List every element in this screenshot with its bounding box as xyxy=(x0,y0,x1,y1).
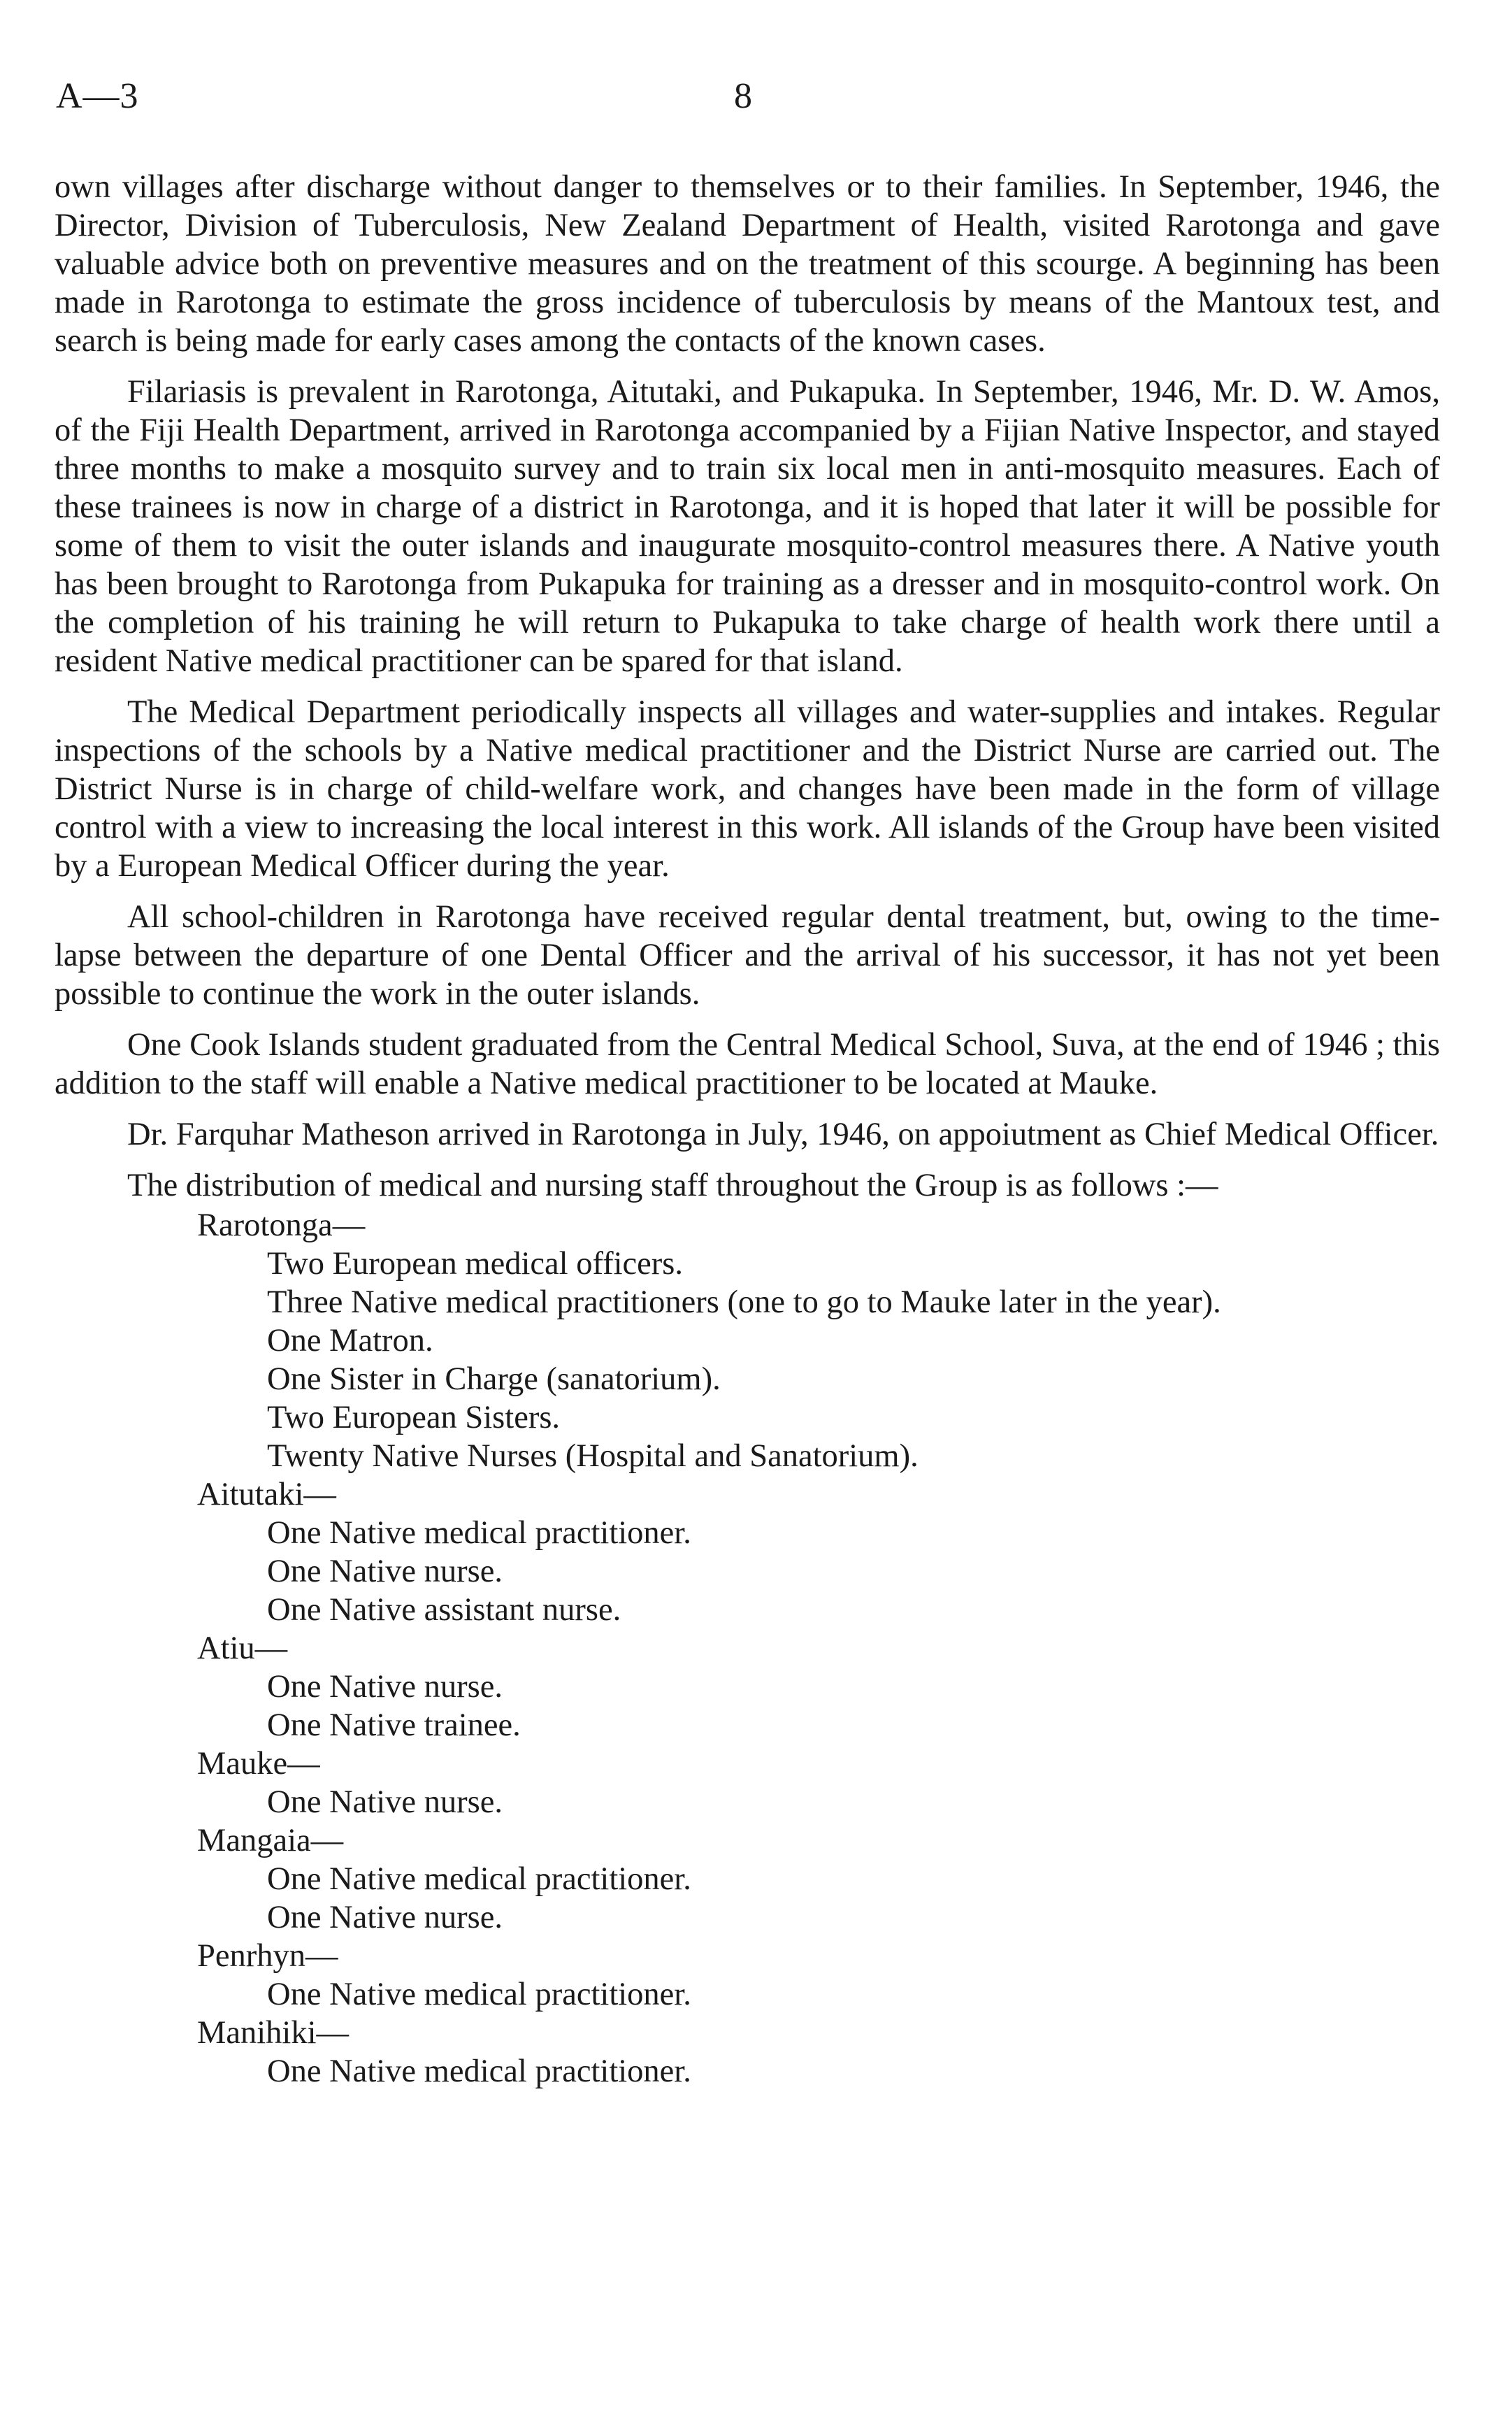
staff-distribution-list xyxy=(55,1206,1440,2091)
staff-item: One Native nurse. xyxy=(267,1900,503,1935)
staff-item: One Native assistant nurse. xyxy=(267,1592,621,1628)
staff-item: One Sister in Charge (sanatorium). xyxy=(267,1361,721,1397)
staff-item: One Native medical practitioner. xyxy=(267,1861,691,1897)
location-heading: Rarotonga— xyxy=(197,1208,366,1243)
location-heading: Aitutaki— xyxy=(197,1477,336,1512)
location-heading: Manihiki— xyxy=(197,2015,349,2051)
staff-item: Two European Sisters. xyxy=(267,1400,561,1435)
staff-item: One Native nurse. xyxy=(267,1554,503,1589)
staff-item: One Native nurse. xyxy=(267,1669,503,1705)
staff-item: One Native medical practitioner. xyxy=(267,2054,691,2089)
location-heading: Mauke— xyxy=(197,1746,320,1782)
staff-item: One Native nurse. xyxy=(267,1784,503,1820)
document-code: A—3 xyxy=(56,76,139,116)
staff-item: Three Native medical practitioners (one to go to Mauke later in the year). xyxy=(267,1284,1221,1320)
location-heading: Mangaia— xyxy=(197,1823,344,1858)
body-text xyxy=(55,168,1440,2091)
staff-item: One Native trainee. xyxy=(267,1707,521,1743)
staff-item: One Matron. xyxy=(267,1323,433,1359)
paragraph-graduate: One Cook Islands student graduated from the Central Medical School, Suva, at the end of 1946 ; this addition to the staff will enable a Native medical practitioner to be located at Mauke. xyxy=(55,1027,1440,1101)
staff-item: One Native medical practitioner. xyxy=(267,1515,691,1551)
paragraph-appointment: Dr. Farquhar Matheson arrived in Rarotonga in July, 1946, on appoiutment as Chief Medical Officer. xyxy=(127,1117,1439,1152)
paragraph-tuberculosis: own villages after discharge without danger to themselves or to their families. In September, 1946, the Director, Division of Tuberculosis, New Zealand Department of Health, visited Rarotonga and gave valuable advice both on preventive measures and on the treatment of this scourge. A beginning has been made in Rarotonga to estimate the gross incidence of tuberculosis by means of the Mantoux test, and search is being made for early cases among the contacts of the known cases. xyxy=(55,169,1440,359)
paragraph-inspections: The Medical Department periodically inspects all villages and water-supplies and intakes. Regular inspections of the schools by a Native medical practitioner and the District Nurse are carried out. The District Nurse is in charge of child-welfare work, and changes have been made in the form of village control with a view to increasing the local interest in this work. All islands of the Group have been visited by a European Medical Officer during the year. xyxy=(55,694,1440,884)
location-heading: Penrhyn— xyxy=(197,1938,338,1974)
distribution-intro: The distribution of medical and nursing staff throughout the Group is as follows :— xyxy=(127,1168,1218,1203)
paragraph-filariasis: Filariasis is prevalent in Rarotonga, Aitutaki, and Pukapuka. In September, 1946, Mr. D. W. Amos, of the Fiji Health Department, arrived in Rarotonga accompanied by a Fijian Native Inspector, and stayed three months to make a mosquito survey and to train six local men in anti-mosquito measures. Each of these trainees is now in charge of a district in Rarotonga, and it is hoped that later it will be possible for some of them to visit the outer islands and inaugurate mosquito-control measures there. A Native youth has been brought to Rarotonga from Pukapuka for training as a dresser and in mosquito-control work. On the completion of his training he will return to Pukapuka to take charge of health work there until a resident Native medical practitioner can be spared for that island. xyxy=(55,374,1440,679)
staff-item: Twenty Native Nurses (Hospital and Sanatorium). xyxy=(267,1438,919,1474)
location-heading: Atiu— xyxy=(197,1631,288,1666)
paragraph-dental: All school-children in Rarotonga have received regular dental treatment, but, owing to the time-lapse between the departure of one Dental Officer and the arrival of his successor, it has not yet been possible to continue the work in the outer islands. xyxy=(55,899,1440,1012)
page-header xyxy=(56,76,1456,124)
staff-item: Two European medical officers. xyxy=(267,1246,683,1282)
staff-item: One Native medical practitioner. xyxy=(267,1977,691,2012)
page-number: 8 xyxy=(734,76,752,116)
